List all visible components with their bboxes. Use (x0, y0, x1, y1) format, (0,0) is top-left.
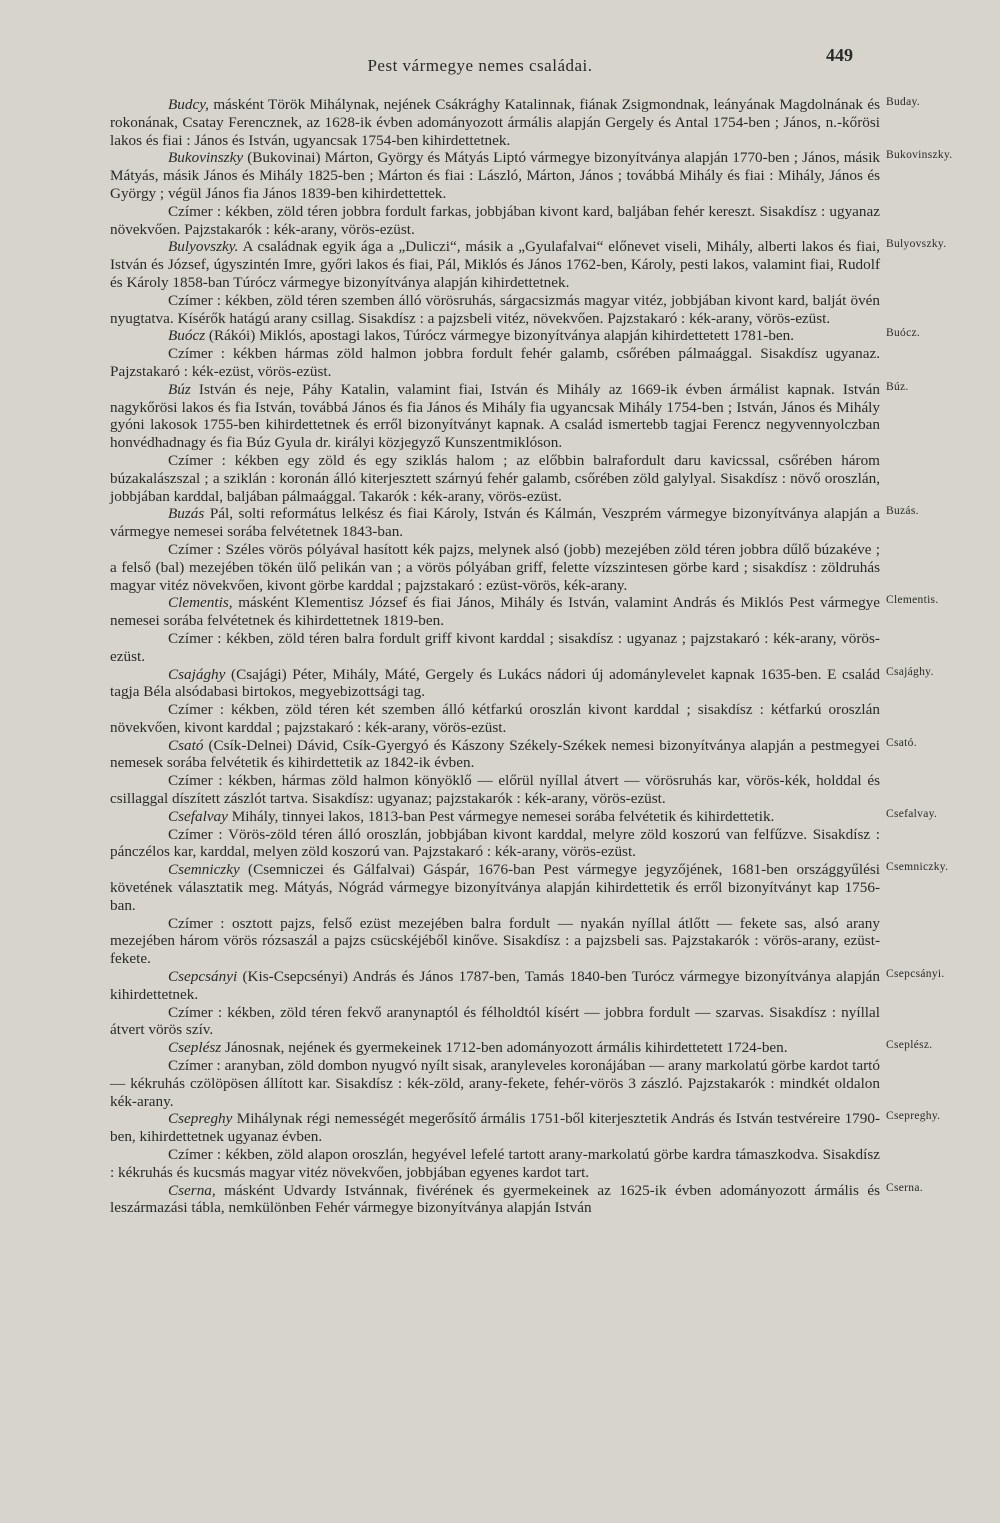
family-entry (110, 736, 917, 808)
margin-label: Cserna. (886, 1181, 923, 1194)
margin-label: Buzás. (886, 505, 919, 518)
margin-label: Csató. (886, 736, 917, 749)
family-name: Buócz (168, 327, 206, 345)
margin-label: Csefalvay. (886, 807, 938, 820)
margin-label: Cseplész. (886, 1039, 933, 1052)
family-entry (110, 505, 919, 594)
entry-text: másként Udvardy Istvánnak, fivérének és gyermekeinek az 1625-ik évben adományozott ármális és leszármazási tábla, nemkülönben Fehér vármegye bizonyítványa alapján István (110, 1181, 881, 1217)
family-name: Csefalvay (168, 807, 228, 825)
coat-of-arms-text: Czímer : kékben, zöld téren balra fordult griff kivont karddal ; sisakdísz : ugyanaz ; pajzstakaró : kék-arany, vörös-ezüst. (110, 629, 880, 665)
coat-of-arms-text: Czímer : kékben, zöld alapon oroszlán, hegyével lefelé tartott arany-markolatú görbe kardra támaszkodva. Sisakdísz : kékruhás és kucsmás magyar vitéz növekvően, jobbjában egyenes kardot tart. (110, 1146, 880, 1181)
family-entry (110, 665, 934, 737)
entry-text: (Csík-Delnei) Dávid, Csík-Gyergyó és Kászony Székely-Székek nemesi bizonyítványa alapján a pestmegyei nemesek sorába felvétetik és kihirdettetik az 1842-ik évben. (110, 736, 880, 772)
family-entry (110, 594, 939, 665)
coat-of-arms-text: Czímer : kékben, zöld téren jobbra fordult farkas, jobbjában kivont kard, baljában fehér kereszt. Sisakdísz : ugyanaz növekvően. Pajzstakarók : kék-arany, vörös-ezüst. (110, 202, 880, 238)
family-entry (110, 1181, 923, 1218)
family-name: Csemniczky (168, 861, 240, 879)
entry-text: (Rákói) Miklós, apostagi lakos, Túrócz vármegye bizonyítványa alapján kihirdettetett 1781-ben. (208, 327, 795, 345)
margin-label: Bulyovszky. (886, 238, 947, 251)
coat-of-arms-text: Czímer : kékben, zöld téren szemben álló vörösruhás, sárgacsizmás magyar vitéz, jobbjában kivont kard, balját övén nyugtatva. Kísérők hatágú arany csillag. Sisakdísz : a pajzsbeli vitéz, növekvően. Pajzstakaró : kék-arany, vörös-ezüst. (110, 291, 880, 327)
coat-of-arms-text: Czímer : Széles vörös pólyával hasított kék pajzs, melynek alsó (jobb) mezejében zöld téren jobbra dűlő búzakéve ; a felső (bal) mezejében tökén ülő pelikán van ; a vörös pólyában griff, felette vízszintesen görbe kard ; sisakdísz : zöldruhás magyar vitéz növekvően, kivont görbe karddal ; pajzstakaró : ezüst-vörös, kék-arany. (110, 540, 880, 594)
family-entry (110, 380, 909, 506)
family-name: Csepreghy (168, 1110, 233, 1128)
coat-of-arms-text: Czímer : kékben, hármas zöld halmon könyöklő — előrül nyíllal átvert — vörösruhás kar, vörös-kék, holddal és csillaggal díszített zászlót tartva. Sisakdísz: ugyanaz; pajzstakarók : kék-arany, vörös-ezüst. (110, 772, 880, 808)
entry-text: A családnak egyik ága a „Duliczi“, másik a „Gyulafalvai“ előnevet viseli, Mihály, alberti lakos és fiai, István és József, úgyszintén Imre, győri lakos és fiai, Pál, Miklós és János 1762-ben, Károly, pesti lakos, valamint fiai, Rudolf és Károly 1858-ban Túrócz vármegye bizonyítványa alapján kihirdettetnek. (110, 238, 880, 291)
family-entry (110, 238, 947, 327)
family-entry (110, 327, 921, 380)
coat-of-arms-text: Czímer : kékben, zöld téren két szemben álló kétfarkú oroszlán kivont karddal ; sisakdísz : kétfarkú oroszlán növekvően, kivont karddal ; pajzstakaró : kék-arany, vörös-ezüst. (110, 701, 880, 736)
family-entry (110, 1039, 933, 1110)
entry-text: Mihály, tinnyei lakos, 1813-ban Pest vármegye nemesei sorába felvétetik és kihirdettetik. (231, 807, 775, 825)
family-name: Csepcsányi (168, 968, 238, 986)
coat-of-arms-text: Czímer : aranyban, zöld dombon nyugvó nyílt sisak, aranyleveles koronájában — arany markolatú görbe kardot tartó — kékruhás czölöpösen állított kar. Sisakdísz : kék-zöld, arany-fekete, fehér-vörös 3 zászló. Pajzstakarók : mindkét oldalon kék-arany. (110, 1057, 880, 1110)
entry-text: (Kis-Csepcsényi) András és János 1787-ben, Tamás 1840-ben Turócz vármegye bizonyítványa alapján kihirdettetnek. (110, 968, 881, 1003)
coat-of-arms-text: Czímer : osztott pajzs, felső ezüst mezejében balra fordult — nyakán nyíllal átlőtt — fekete sas, alsó arany mezejében három vörös rózsaszál a pajzs csücskéjéből kinőve. Sisakdísz : a pajzsbeli sas. Pajzstakarók : vörös-arany, ezüst-fekete. (110, 914, 880, 968)
coat-of-arms-text: Czímer : kékben hármas zöld halmon jobbra fordult fehér galamb, csőrében pálmaággal. Sisakdísz ugyanaz. Pajzstakaró : kék-ezüst, vörös-ezüst. (110, 345, 880, 380)
family-name: Búz (168, 380, 191, 398)
family-name: Budcy, (168, 96, 209, 113)
family-entry (110, 149, 953, 238)
margin-label: Csemniczky. (886, 861, 949, 874)
entry-text: István és neje, Páhy Katalin, valamint fiai, István és Mihály az 1669-ik évben ármálist kapnak. István nagykőrösi lakos és fia István, továbbá János és fia János és Mihály fia ugyancsak Mihály 1754-ben ; István, János és Mihály gyóni lakosok 1755-ben kihirdettetnek és erről bizonyítványt kapnak. A család ismertebb tagjai Ferencz negyvennyolczban honvédhadnagy és fia Búz Gyula dr. királyi közjegyző Kunszentmiklóson. (110, 380, 880, 452)
family-name: Csató (168, 736, 204, 754)
entry-text: Jánosnak, nejének és gyermekeinek 1712-ben adományozott ármális kihirdettetett 1724-ben. (224, 1039, 788, 1057)
margin-label: Csepreghy. (886, 1110, 941, 1123)
entry-text: (Csajági) Péter, Mihály, Máté, Gergely és Lukács nádori új adománylevelet kapnak 1635-ben. E család tagja Béla alsódabasi birtokos, megyebizottsági tag. (110, 665, 880, 701)
family-entry (110, 96, 920, 149)
coat-of-arms-text: Czímer : Vörös-zöld téren álló oroszlán, jobbjában kivont karddal, melyre zöld koszorú van felfűzve. Sisakdísz : pánczélos kar, karddal, melyen zöld koszorú van. Pajzstakaró : kék-arany, vörös-ezüst. (110, 825, 880, 861)
family-entry (110, 861, 949, 968)
entry-text: (Csemniczei és Gálfalvai) Gáspár, 1676-ban Pest vármegye jegyzőjének, 1681-ben országgyűlési követének választatik meg. Mátyás, Nógrád vármegye bizonyítványa alapján kihirdettetik és erről bizonyítványt kap 1756-ban. (110, 861, 880, 914)
entries-column (110, 96, 953, 1217)
margin-label: Clementis. (886, 594, 939, 607)
entry-text: Pál, solti református lelkész és fiai Károly, István és Kálmán, Veszprém vármegye bizonyítványa alapján a vármegye nemesei sorába felvétetnek 1843-ban. (110, 505, 881, 541)
page-number: 449 (826, 45, 853, 65)
margin-label: Csajághy. (886, 665, 934, 678)
entry-text: (Bukovinai) Márton, György és Mátyás Liptó vármegye bizonyítványa alapján 1770-ben ; János, másik Mátyás, másik János és Mihály 1825-ben ; Márton és fiai : László, Márton, János ; továbbá Mihály és fiai : Mihály, János és György ; végül János fia János 1839-ben kihirdettettek. (110, 149, 881, 202)
margin-label: Bukovinszky. (886, 149, 953, 162)
family-entry (110, 968, 945, 1039)
margin-label: Buócz. (886, 327, 921, 340)
family-name: Bukovinszky (168, 149, 244, 167)
family-entry (110, 1110, 941, 1181)
entry-text: Mihálynak régi nemességét megerősítő ármális 1751-ből kiterjesztetik András és István testvéreire 1790-ben, kihirdettetnek ugyanaz évben. (110, 1110, 880, 1146)
entry-text: másként Klementisz József és fiai János, Mihály és István, valamint András és Miklós Pest vármegye nemesei sorába felvétetnek és kihirdettetnek 1819-ben. (110, 594, 881, 630)
family-name: Bulyovszky. (168, 238, 239, 256)
family-name: Cseplész (168, 1039, 222, 1057)
running-title: Pest vármegye nemes családai. (367, 56, 593, 75)
margin-label: Buday. (886, 96, 920, 108)
coat-of-arms-text: Czímer : kékben egy zöld és egy sziklás halom ; az előbbin balrafordult daru kavicssal, csőrében három búzakalászszal ; a sziklán : koronán álló kiterjesztett szárnyú fehér galamb, csőrében zöld galylyal. Sisakdísz : növő oroszlán, jobbjában karddal, baljában pálmaággal. Takarók : kék-arany, vörös-ezüst. (110, 451, 880, 505)
family-name: Buzás (168, 505, 205, 523)
family-name: Csajághy (168, 665, 226, 683)
family-name: Cserna, (168, 1181, 216, 1199)
margin-label: Búz. (886, 380, 909, 393)
entry-text: másként Török Mihálynak, nejének Csákrághy Katalinnak, fiának Zsigmondnak, leányának Magdolnának és rokonának, Csatay Ferencznek, az 1628-ik évben adományozott ármális alapján Gergely és Antal 1754-ben ; János, n.-kőrösi lakos és fiai : János és István, ugyancsak 1754-ben kihirdettetnek. (110, 96, 880, 149)
family-name: Clementis, (168, 594, 233, 612)
family-entry (110, 807, 938, 861)
margin-label: Csepcsányi. (886, 968, 945, 981)
coat-of-arms-text: Czímer : kékben, zöld téren fekvő aranynaptól és félholdtól kísért — jobbra fordult — szarvas. Sisakdísz : nyíllal átvert vörös szív. (110, 1003, 880, 1039)
